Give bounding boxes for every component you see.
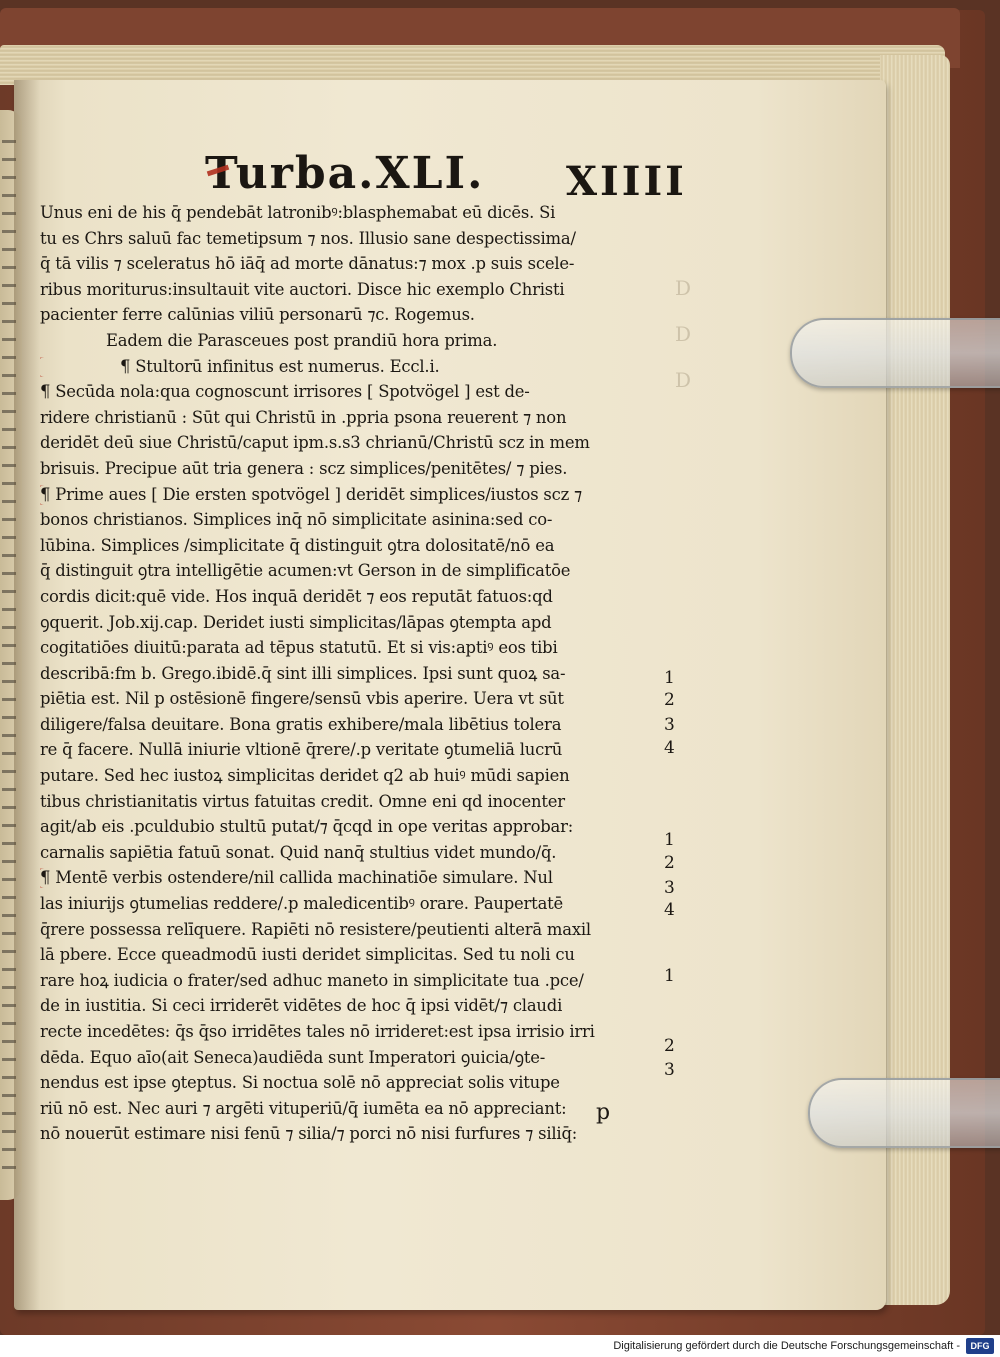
text-line: rare hoꝝ iudicia o frater/sed adhuc maneto in simplicitate tua .pce/	[40, 970, 584, 990]
text-line: tibus christianitatis virtus fatuitas credit. Omne eni qd inocenter	[40, 791, 565, 811]
body-text	[40, 200, 652, 1147]
text-line: ¶ Prime aues [ Die ersten spotvögel ] deridēt simplices/iustos scz ⁊	[40, 482, 652, 508]
margin-number: 4	[664, 900, 675, 920]
text-line: diligere/falsa deuitare. Bona gratis exhibere/mala libētius tolera	[40, 714, 562, 734]
margin-number: 2	[664, 690, 675, 710]
margin-number: 3	[664, 715, 675, 735]
section-heading: Eadem die Parasceues post prandiū hora prima.	[106, 330, 498, 350]
text-line: lā pbere. Ecce queadmodū iusti deridet simplicitas. Sed tu noli cu	[40, 945, 575, 965]
margin-number: 2	[664, 853, 675, 873]
margin-number: 4	[664, 738, 675, 758]
text-line: recte incedētes: q̄s q̄so irridētes tales nō irrideret:est ipsa irrisio irri	[40, 1022, 595, 1041]
text-line: deridēt deū siue Christū/caput ipm.s.s3 chrianū/Christū scz in mem	[40, 433, 590, 453]
margin-number: 3	[664, 878, 675, 898]
dfg-logo: DFG	[966, 1338, 994, 1354]
folio-number: XIIII	[566, 158, 687, 205]
text-line: ¶ Mentē verbis ostendere/nil callida machinatiōe simulare. Nul	[40, 865, 652, 891]
text-line: piētia est. Nil p ostēsionē fingere/sensū vbis aperire. Uera vt sūt	[40, 689, 564, 709]
show-through-glyph: D	[675, 368, 692, 392]
show-through-glyph: D	[675, 322, 692, 346]
text-line: agit/ab eis .pculdubio stultū putat/⁊ q̄cqd in ope veritas approbar:	[40, 817, 574, 837]
text-line: dēda. Equo aīo(ait Seneca)audiēda sunt Imperatori ꝯuicia/ꝯte-	[40, 1047, 546, 1067]
page-holder-clip	[808, 1078, 1000, 1148]
text-line: putare. Sed hec iustoꝝ simplicitas deridet q2 ab huiꝰ mūdi sapien	[40, 766, 570, 786]
text-line: q̄ tā vilis ⁊ sceleratus hō iāq̄ ad morte dānatus:⁊ mox .p suis scele-	[40, 254, 575, 274]
text-line: las iniurijs ꝯtumelias reddere/.p maledicentibꝰ orare. Paupertatē	[40, 894, 564, 914]
text-line: ¶ Secūda nola:qua cognoscunt irrisores [ Spotvögel ] est de-	[40, 382, 530, 402]
margin-number: 3	[664, 1060, 675, 1080]
text-line: tu es Chrs saluū fac temetipsum ⁊ nos. Illusio sane despectissima/	[40, 228, 576, 248]
text-line: carnalis sapiētia fatuū sonat. Quid nanq̄ stultius videt mundo/q̄.	[40, 842, 557, 862]
text-line: ribus moriturus:insultauit vite auctori. Disce hic exemplo Christi	[40, 279, 565, 299]
text-line: q̄ distinguit ꝯtra intelligētie acumen:vt Gerson in de simplificatōe	[40, 561, 571, 581]
margin-numbers	[664, 0, 694, 1200]
text-line: cordis dicit:quē vide. Hos inquā deridēt ⁊ eos reputāt fatuos:qd	[40, 586, 553, 606]
page-top-edges	[0, 45, 945, 85]
text-line: pacienter ferre calūnias viliū personarū ⁊c. Rogemus.	[40, 305, 475, 325]
catchword: p	[596, 1100, 611, 1125]
text-line: ridere christianū : Sūt qui Christū in .ppria psona reuerent ⁊ non	[40, 407, 567, 427]
margin-number: 1	[664, 966, 675, 986]
text-line: nendus est ipse ꝯteptus. Si noctua solē nō appreciat solis vitupe	[40, 1073, 560, 1093]
text-line: bonos christianos. Simplices inq̄ nō simplicitate asinina:sed co-	[40, 510, 553, 530]
text-line: nō nouerūt estimare nisi fenū ⁊ silia/⁊ porci nō nisi furfures ⁊ siliq̄:	[40, 1124, 578, 1144]
text-line: de in iustitia. Si ceci irriderēt vidētes de hoc q̄ ipsi vidēt/⁊ claudi	[40, 996, 563, 1016]
section-epigraph: ¶ Stultorū infinitus est numerus. Eccl.i.	[40, 354, 652, 380]
text-line: q̄rere possessa relīquere. Rapiēti nō resistere/peutienti alterā maxil	[40, 919, 591, 939]
funding-credit: Digitalisierung gefördert durch die Deutsche Forschungsgemeinschaft -	[613, 1340, 960, 1352]
text-line: riū nō est. Nec auri ⁊ argēti vituperiū/q̄ iumēta ea nō appreciant:	[40, 1098, 567, 1118]
running-title-text: Turba.XLI.	[205, 148, 485, 199]
show-through-glyph: D	[675, 276, 692, 300]
margin-number: 1	[664, 830, 675, 850]
gutter-shadow	[14, 80, 40, 1310]
text-line: ꝯquerit. Job.xij.cap. Deridet iusti simplicitas/lāpas ꝯtempta apd	[40, 612, 552, 632]
running-title	[205, 148, 484, 199]
text-line: lūbina. Simplices /simplicitate q̄ distinguit ꝯtra dolositatē/nō ea	[40, 535, 555, 555]
text-line: re q̄ facere. Nullā iniurie vltionē q̄rere/.p veritate ꝯtumeliā lucrū	[40, 740, 563, 760]
text-line: Unus eni de his q̄ pendebāt latronibꝰ:blasphemabat eū dicēs. Si	[40, 203, 556, 222]
text-line: brisuis. Precipue aūt tria genera : scz simplices/penitētes/ ⁊ pies.	[40, 458, 568, 478]
footer-bar	[0, 1335, 1000, 1357]
text-line: describā:fm b. Grego.ibidē.q̄ sint illi simplices. Ipsi sunt quoꝝ sa-	[40, 663, 566, 683]
text-line: cogitatiōes diuitū:parata ad tēpus statutū. Et si vis:aptiꝰ eos tibi	[40, 638, 558, 658]
margin-number: 2	[664, 1036, 675, 1056]
page-holder-clip	[790, 318, 1000, 388]
margin-number: 1	[664, 668, 675, 688]
